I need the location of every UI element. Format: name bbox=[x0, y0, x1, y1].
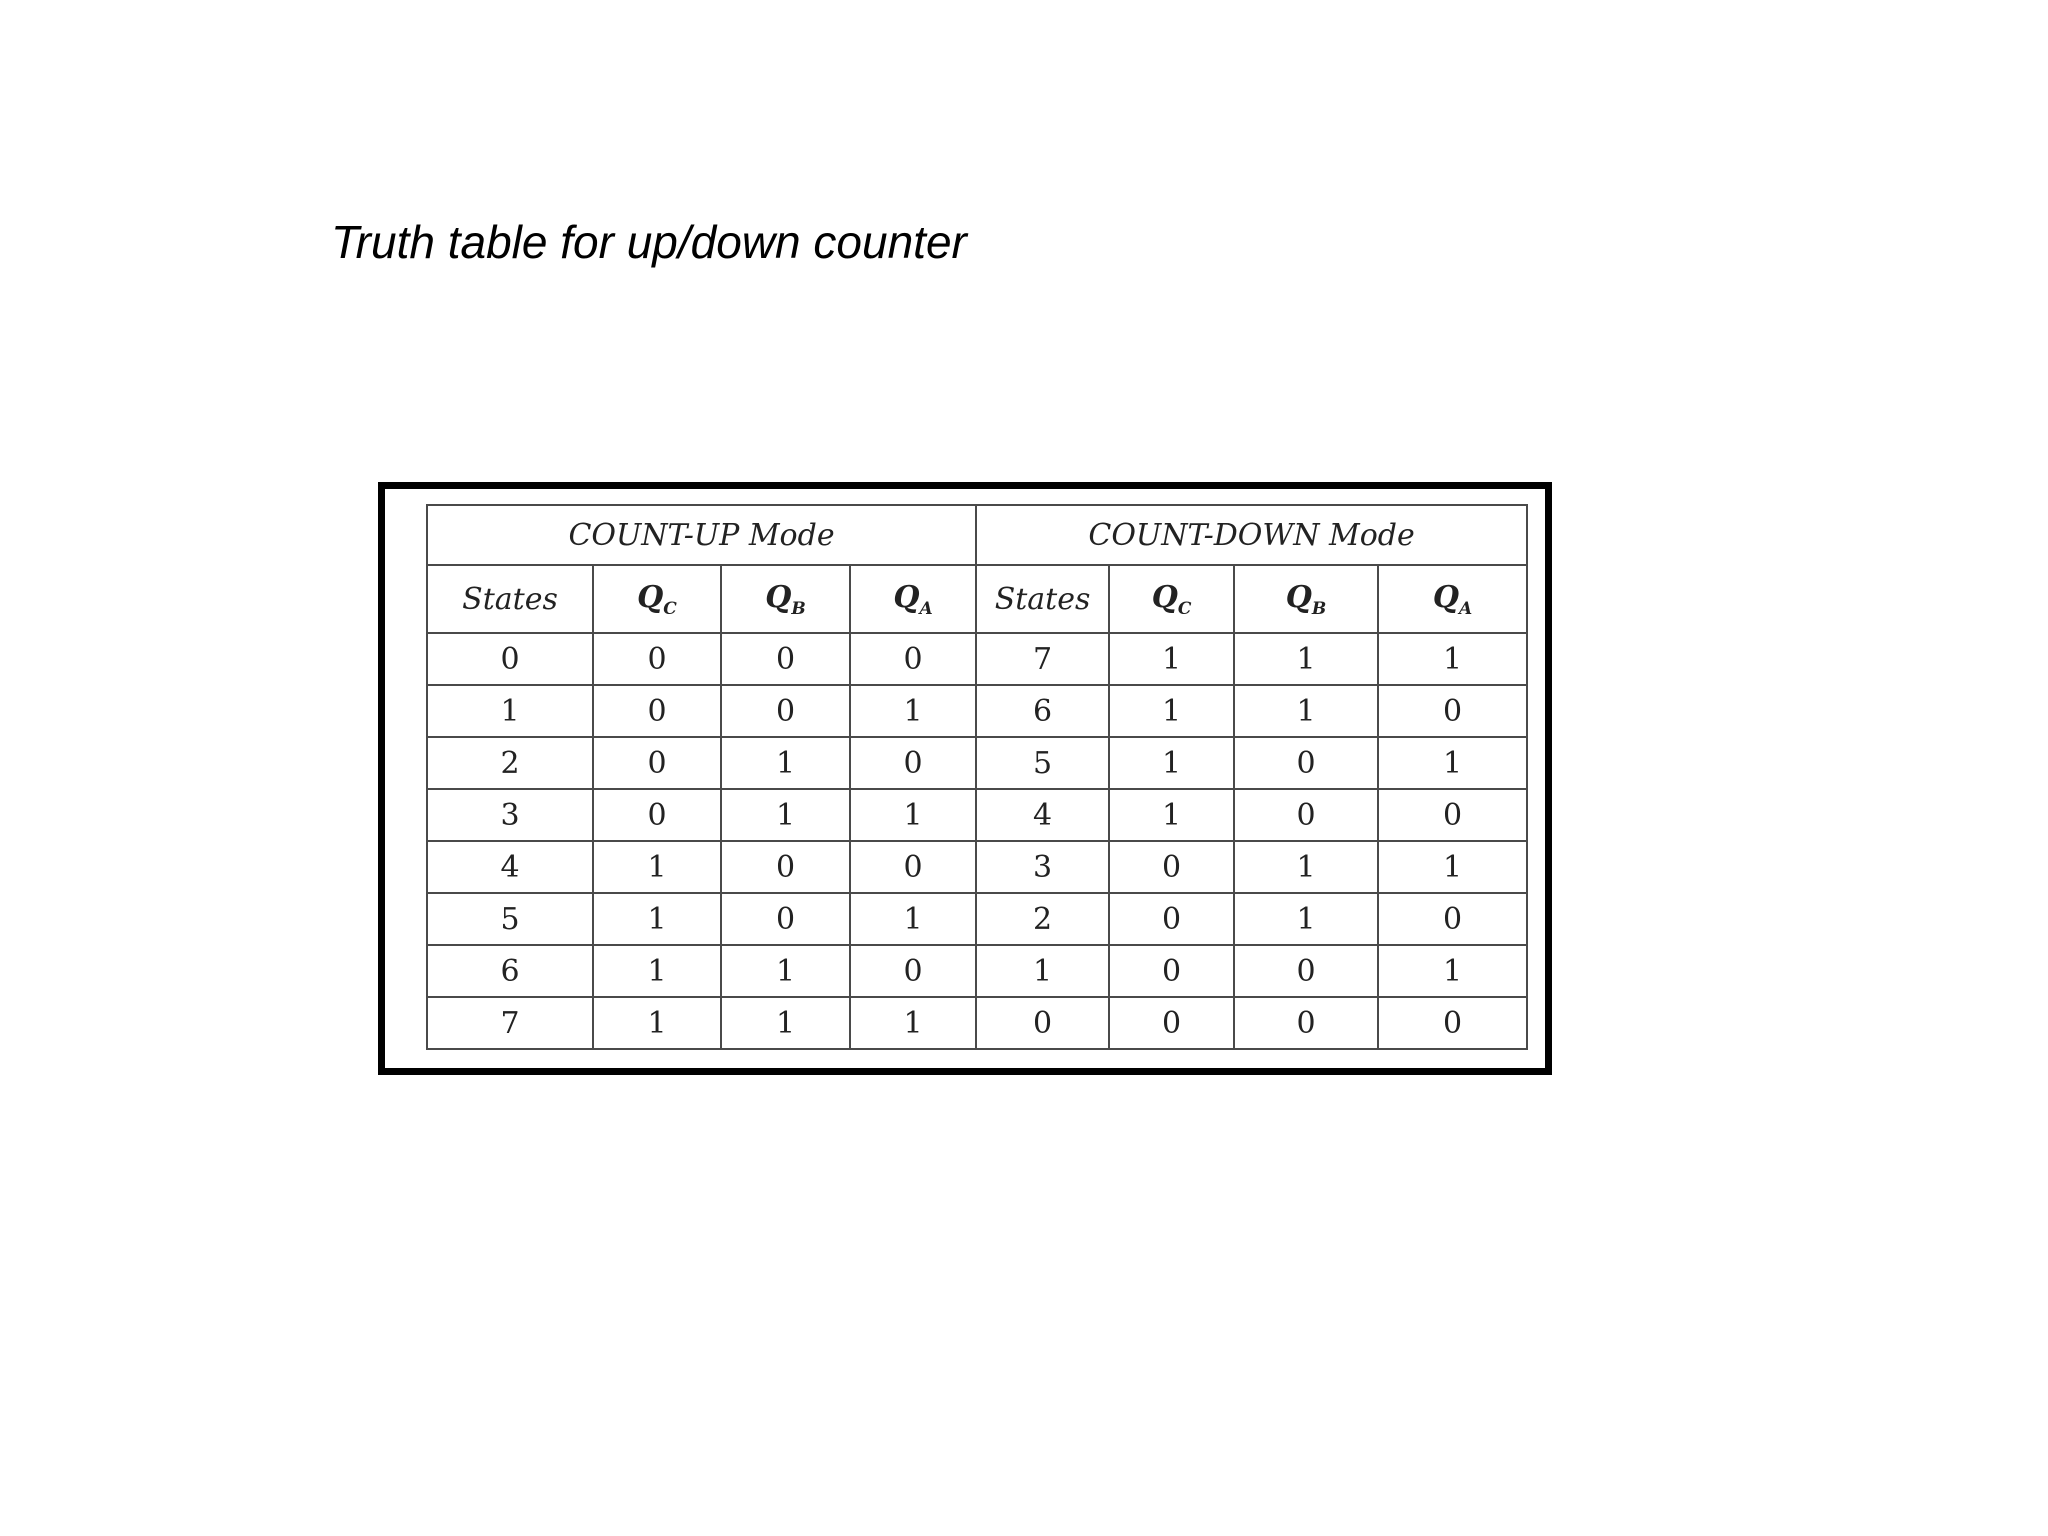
table-cell: 1 bbox=[1378, 945, 1527, 997]
column-header-qb: $Q_B$ bbox=[721, 565, 850, 633]
count-up-mode-header: COUNT-UP Mode bbox=[427, 505, 976, 565]
truth-table-body bbox=[427, 633, 1527, 1049]
table-cell: 0 bbox=[427, 633, 593, 685]
table-cell: 0 bbox=[721, 685, 850, 737]
table-cell: 0 bbox=[1109, 841, 1234, 893]
table-row bbox=[427, 633, 1527, 685]
table-cell: 1 bbox=[850, 893, 976, 945]
table-frame bbox=[378, 482, 1552, 1075]
count-down-mode-header: COUNT-DOWN Mode bbox=[976, 505, 1527, 565]
table-cell: 2 bbox=[976, 893, 1109, 945]
table-cell: 1 bbox=[1378, 841, 1527, 893]
table-cell: 0 bbox=[1378, 685, 1527, 737]
table-cell: 0 bbox=[593, 789, 721, 841]
column-header-row bbox=[427, 565, 1527, 633]
table-cell: 0 bbox=[1234, 737, 1378, 789]
table-cell: 6 bbox=[976, 685, 1109, 737]
table-cell: 0 bbox=[1109, 997, 1234, 1049]
table-cell: 5 bbox=[976, 737, 1109, 789]
table-cell: 5 bbox=[427, 893, 593, 945]
table-cell: 0 bbox=[850, 737, 976, 789]
table-cell: 1 bbox=[593, 945, 721, 997]
table-cell: 1 bbox=[1109, 633, 1234, 685]
table-cell: 3 bbox=[976, 841, 1109, 893]
table-cell: 1 bbox=[1234, 893, 1378, 945]
table-cell: 1 bbox=[1378, 737, 1527, 789]
table-cell: 0 bbox=[1378, 893, 1527, 945]
table-cell: 1 bbox=[1378, 633, 1527, 685]
table-cell: 1 bbox=[1234, 685, 1378, 737]
table-row bbox=[427, 997, 1527, 1049]
table-cell: 0 bbox=[850, 841, 976, 893]
table-cell: 7 bbox=[976, 633, 1109, 685]
table-cell: 0 bbox=[1234, 945, 1378, 997]
table-cell: 0 bbox=[976, 997, 1109, 1049]
table-row bbox=[427, 841, 1527, 893]
table-row bbox=[427, 737, 1527, 789]
table-cell: 0 bbox=[1109, 945, 1234, 997]
table-cell: 1 bbox=[593, 841, 721, 893]
table-cell: 1 bbox=[721, 789, 850, 841]
column-header-qa: $Q_A$ bbox=[1378, 565, 1527, 633]
table-cell: 0 bbox=[850, 633, 976, 685]
table-cell: 0 bbox=[1378, 789, 1527, 841]
table-cell: 0 bbox=[1234, 997, 1378, 1049]
table-cell: 1 bbox=[1109, 737, 1234, 789]
table-row bbox=[427, 945, 1527, 997]
slide-title: Truth table for up/down counter bbox=[331, 216, 967, 268]
table-row bbox=[427, 893, 1527, 945]
truth-table bbox=[426, 504, 1528, 1050]
table-cell: 0 bbox=[1109, 893, 1234, 945]
table-cell: 1 bbox=[850, 997, 976, 1049]
table-cell: 1 bbox=[850, 789, 976, 841]
table-cell: 1 bbox=[721, 737, 850, 789]
column-header-qb: $Q_B$ bbox=[1234, 565, 1378, 633]
table-cell: 0 bbox=[593, 633, 721, 685]
column-header-qc: $Q_C$ bbox=[593, 565, 721, 633]
table-cell: 1 bbox=[1109, 685, 1234, 737]
column-header-states: States bbox=[427, 565, 593, 633]
column-header-states: States bbox=[976, 565, 1109, 633]
table-cell: 0 bbox=[721, 893, 850, 945]
table-cell: 3 bbox=[427, 789, 593, 841]
table-row bbox=[427, 685, 1527, 737]
table-cell: 1 bbox=[593, 893, 721, 945]
table-cell: 1 bbox=[593, 997, 721, 1049]
table-cell: 1 bbox=[427, 685, 593, 737]
table-cell: 1 bbox=[850, 685, 976, 737]
table-cell: 1 bbox=[1234, 633, 1378, 685]
table-cell: 0 bbox=[721, 633, 850, 685]
table-cell: 4 bbox=[976, 789, 1109, 841]
column-header-qa: $Q_A$ bbox=[850, 565, 976, 633]
table-row bbox=[427, 789, 1527, 841]
table-cell: 1 bbox=[1234, 841, 1378, 893]
column-header-qc: $Q_C$ bbox=[1109, 565, 1234, 633]
table-cell: 0 bbox=[850, 945, 976, 997]
table-cell: 0 bbox=[593, 685, 721, 737]
table-cell: 0 bbox=[1234, 789, 1378, 841]
mode-header-row bbox=[427, 505, 1527, 565]
table-cell: 6 bbox=[427, 945, 593, 997]
table-cell: 2 bbox=[427, 737, 593, 789]
table-cell: 0 bbox=[721, 841, 850, 893]
table-cell: 4 bbox=[427, 841, 593, 893]
table-cell: 1 bbox=[721, 945, 850, 997]
table-cell: 1 bbox=[721, 997, 850, 1049]
table-cell: 0 bbox=[593, 737, 721, 789]
table-cell: 1 bbox=[976, 945, 1109, 997]
table-cell: 7 bbox=[427, 997, 593, 1049]
table-cell: 1 bbox=[1109, 789, 1234, 841]
table-cell: 0 bbox=[1378, 997, 1527, 1049]
